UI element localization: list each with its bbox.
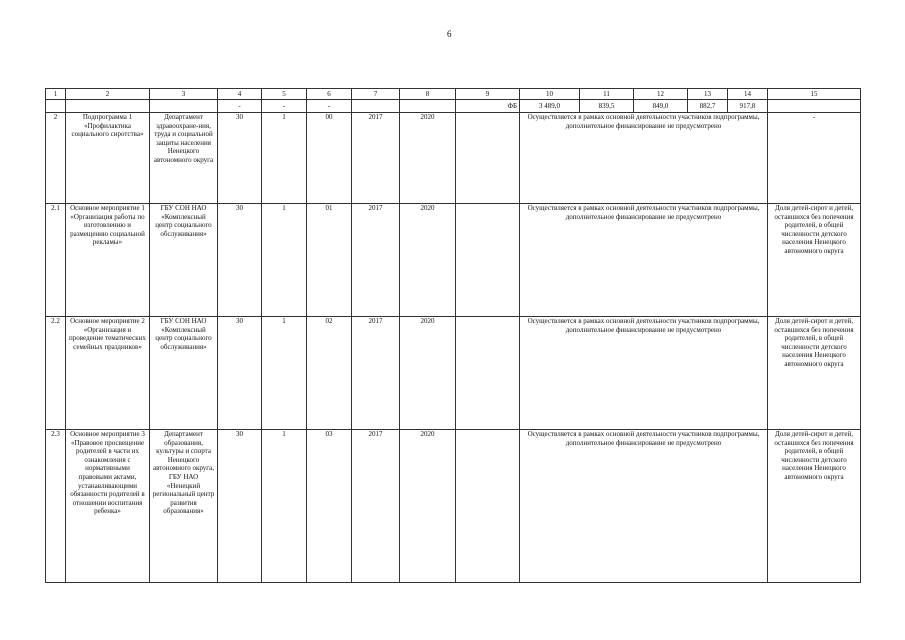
funding-2020: 917,8 bbox=[728, 100, 768, 113]
row-funding-note: Осуществляется в рамках основной деятельности участников подпрограммы, дополнительное финансирование не предусмотрено bbox=[520, 113, 768, 204]
funding-2019: 882,7 bbox=[688, 100, 728, 113]
funding-2017: 839,5 bbox=[580, 100, 634, 113]
funding-total: 3 489,0 bbox=[520, 100, 580, 113]
row-end-year: 2020 bbox=[400, 430, 456, 583]
row-funding-note: Осуществляется в рамках основной деятельности участников подпрограммы, дополнительное финансирование не предусмотрено bbox=[520, 317, 768, 430]
row-start-year: 2017 bbox=[352, 204, 400, 317]
column-numbers-row bbox=[46, 89, 861, 100]
col-header: 3 bbox=[150, 89, 218, 100]
col-header: 14 bbox=[728, 89, 768, 100]
cell-c4: - bbox=[218, 100, 262, 113]
row-name: Подпрограмма 1 «Профилактика социального сиротства» bbox=[66, 113, 150, 204]
row-start-year: 2017 bbox=[352, 430, 400, 583]
row-number: 2 bbox=[46, 113, 66, 204]
row-start-year: 2017 bbox=[352, 113, 400, 204]
row-c5: 1 bbox=[262, 204, 307, 317]
col-header: 15 bbox=[768, 89, 861, 100]
row-c4: 30 bbox=[218, 204, 262, 317]
row-c4: 30 bbox=[218, 430, 262, 583]
col-header: 13 bbox=[688, 89, 728, 100]
row-c5: 1 bbox=[262, 317, 307, 430]
row-executor: ГБУ СОН НАО «Комплексный центр социального обслуживания» bbox=[150, 204, 218, 317]
row-executor: ГБУ СОН НАО «Комплексный центр социального обслуживания» bbox=[150, 317, 218, 430]
col-header: 6 bbox=[307, 89, 352, 100]
col-header: 4 bbox=[218, 89, 262, 100]
col-header: 1 bbox=[46, 89, 66, 100]
page-number: 6 bbox=[447, 29, 452, 39]
program-table bbox=[45, 88, 861, 583]
row-start-year: 2017 bbox=[352, 317, 400, 430]
col-header: 7 bbox=[352, 89, 400, 100]
row-number: 2.1 bbox=[46, 204, 66, 317]
row-end-year: 2020 bbox=[400, 113, 456, 204]
row-c6: 00 bbox=[307, 113, 352, 204]
col-header: 10 bbox=[520, 89, 580, 100]
row-executor: Департамент здравоохране-ния, труда и социальной защиты населения Ненецкого автономного округа bbox=[150, 113, 218, 204]
row-c6: 01 bbox=[307, 204, 352, 317]
row-funding-note: Осуществляется в рамках основной деятельности участников подпрограммы, дополнительное финансирование не предусмотрено bbox=[520, 204, 768, 317]
row-indicator: Доля детей-сирот и детей, оставшихся без попечения родителей, в общей численности детского населения Ненецкого автономного округа bbox=[768, 430, 861, 583]
cell-c6: - bbox=[307, 100, 352, 113]
row-c4: 30 bbox=[218, 113, 262, 204]
table-row bbox=[46, 317, 861, 430]
col-header: 2 bbox=[66, 89, 150, 100]
funding-source: ФБ bbox=[456, 100, 520, 113]
row-c5: 1 bbox=[262, 113, 307, 204]
row-number: 2.2 bbox=[46, 317, 66, 430]
row-name: Основное мероприятие 1 «Организация работы по изготовлению и размещению социальной рекламы» bbox=[66, 204, 150, 317]
table-row bbox=[46, 430, 861, 583]
cell-c5: - bbox=[262, 100, 307, 113]
row-end-year: 2020 bbox=[400, 317, 456, 430]
row-end-year: 2020 bbox=[400, 204, 456, 317]
col-header: 5 bbox=[262, 89, 307, 100]
row-funding-note: Осуществляется в рамках основной деятельности участников подпрограммы, дополнительное финансирование не предусмотрено bbox=[520, 430, 768, 583]
table-row bbox=[46, 113, 861, 204]
col-header: 11 bbox=[580, 89, 634, 100]
funding-2018: 849,0 bbox=[634, 100, 688, 113]
table-row bbox=[46, 204, 861, 317]
row-c6: 02 bbox=[307, 317, 352, 430]
row-executor: Департамент образования, культуры и спорта Ненецкого автономного округа, ГБУ НАО «Ненецкий региональный центр развития образования» bbox=[150, 430, 218, 583]
col-header: 9 bbox=[456, 89, 520, 100]
row-c5: 1 bbox=[262, 430, 307, 583]
row-indicator: Доля детей-сирот и детей, оставшихся без попечения родителей, в общей численности детского населения Ненецкого автономного округа bbox=[768, 317, 861, 430]
row-name: Основное мероприятие 3 «Правовое просвещение родителей в части их ознакомления с нормативными правовыми актами, устанавливающими обязанности родителей в отношении воспитания ребенка» bbox=[66, 430, 150, 583]
row-c4: 30 bbox=[218, 317, 262, 430]
col-header: 12 bbox=[634, 89, 688, 100]
row-indicator: Доля детей-сирот и детей, оставшихся без попечения родителей, в общей численности детского населения Ненецкого автономного округа bbox=[768, 204, 861, 317]
row-number: 2.3 bbox=[46, 430, 66, 583]
row-indicator: - bbox=[768, 113, 861, 204]
col-header: 8 bbox=[400, 89, 456, 100]
funding-row bbox=[46, 100, 861, 113]
row-name: Основное мероприятие 2 «Организация и проведение тематических семейных праздников» bbox=[66, 317, 150, 430]
row-c6: 03 bbox=[307, 430, 352, 583]
